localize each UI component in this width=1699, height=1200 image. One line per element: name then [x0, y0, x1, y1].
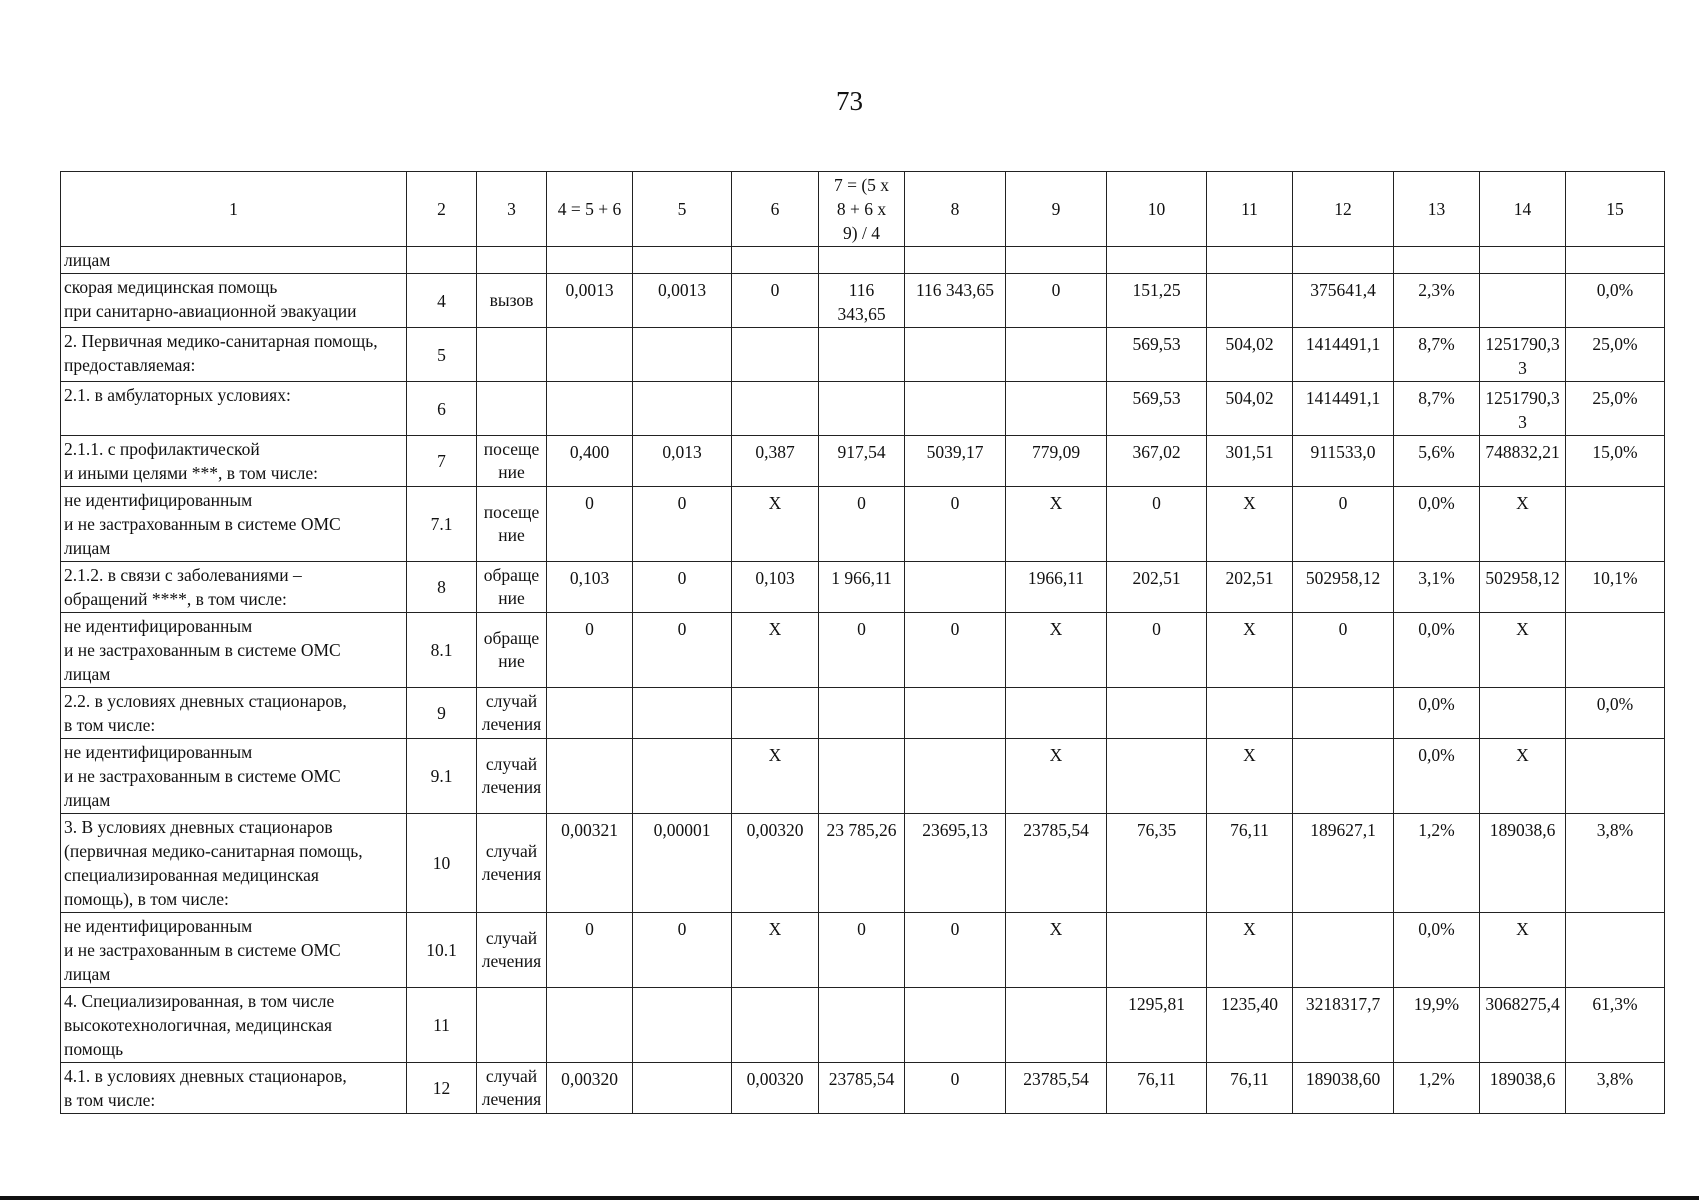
- value-cell-col-15: [1566, 913, 1665, 988]
- table-row: [61, 739, 1665, 814]
- value-cell-col-15: 3,8%: [1566, 814, 1665, 913]
- value-cell-col-9: [1006, 382, 1107, 436]
- page-number: 73: [836, 86, 863, 116]
- value-cell-col-7: 23785,54: [819, 1063, 905, 1114]
- value-cell-col-13: 8,7%: [1394, 328, 1480, 382]
- row-number: 8: [407, 562, 477, 613]
- row-number: 5: [407, 328, 477, 382]
- value-cell-col-10: 569,53: [1107, 328, 1207, 382]
- value-cell-col-13: 0,0%: [1394, 487, 1480, 562]
- unit-cell: посеще ние: [477, 487, 547, 562]
- row-label: 2.1.1. с профилактической и иными целями ***, в том числе:: [61, 436, 407, 487]
- value-cell-col-12: [1293, 688, 1394, 739]
- value-cell-col-15: 25,0%: [1566, 328, 1665, 382]
- value-cell-col-12: 1414491,1: [1293, 382, 1394, 436]
- column-header-12: 12: [1293, 172, 1394, 247]
- value-cell-col-13: 0,0%: [1394, 688, 1480, 739]
- value-cell-col-8: [905, 562, 1006, 613]
- value-cell-col-4: 0,103: [547, 562, 633, 613]
- column-header-8: 8: [905, 172, 1006, 247]
- value-cell-col-13: 0,0%: [1394, 613, 1480, 688]
- value-cell-col-15: 61,3%: [1566, 988, 1665, 1063]
- value-cell-col-15: [1566, 739, 1665, 814]
- value-cell-col-11: [1207, 274, 1293, 328]
- value-cell-col-6: [732, 688, 819, 739]
- value-cell-col-12: 0: [1293, 487, 1394, 562]
- value-cell-col-5: 0,00001: [633, 814, 732, 913]
- value-cell-col-15: 25,0%: [1566, 382, 1665, 436]
- value-cell-col-13: 0,0%: [1394, 913, 1480, 988]
- value-cell-col-10: 569,53: [1107, 382, 1207, 436]
- value-cell-col-4: 0,00321: [547, 814, 633, 913]
- value-cell-col-10: 0: [1107, 613, 1207, 688]
- value-cell-col-9: [1006, 988, 1107, 1063]
- value-cell-col-7: 0: [819, 487, 905, 562]
- row-label: 4.1. в условиях дневных стационаров, в том числе:: [61, 1063, 407, 1114]
- row-label: 3. В условиях дневных стационаров (первичная медико-санитарная помощь, специализированная медицинская помощь), в том числе:: [61, 814, 407, 913]
- value-cell-col-9: Х: [1006, 739, 1107, 814]
- value-cell-col-10: [1107, 739, 1207, 814]
- value-cell-col-11: Х: [1207, 739, 1293, 814]
- value-cell-col-15: 15,0%: [1566, 436, 1665, 487]
- value-cell-col-12: 189627,1: [1293, 814, 1394, 913]
- value-cell-col-10: [1107, 688, 1207, 739]
- value-cell-col-12: 3218317,7: [1293, 988, 1394, 1063]
- value-cell-col-4: [547, 739, 633, 814]
- value-cell-col-5: [633, 988, 732, 1063]
- value-cell-col-9: Х: [1006, 913, 1107, 988]
- value-cell-col-10: 202,51: [1107, 562, 1207, 613]
- value-cell-col-9: [1006, 328, 1107, 382]
- value-cell-col-8: [905, 688, 1006, 739]
- value-cell-col-7: [819, 988, 905, 1063]
- value-cell-col-12: [1293, 739, 1394, 814]
- value-cell-col-9: [1006, 247, 1107, 274]
- value-cell-col-14: 3068275,4: [1480, 988, 1566, 1063]
- value-cell-col-13: 3,1%: [1394, 562, 1480, 613]
- column-header-3: 3: [477, 172, 547, 247]
- table-row: [61, 688, 1665, 739]
- column-header-11: 11: [1207, 172, 1293, 247]
- row-label: 2.1.2. в связи с заболеваниями – обращений ****, в том числе:: [61, 562, 407, 613]
- value-cell-col-11: 1235,40: [1207, 988, 1293, 1063]
- unit-cell: вызов: [477, 274, 547, 328]
- value-cell-col-6: Х: [732, 487, 819, 562]
- value-cell-col-13: [1394, 247, 1480, 274]
- value-cell-col-15: 0,0%: [1566, 688, 1665, 739]
- row-number: 12: [407, 1063, 477, 1114]
- value-cell-col-6: [732, 328, 819, 382]
- column-header-7: 7 = (5 х 8 + 6 х 9) / 4: [819, 172, 905, 247]
- unit-cell: случай лечения: [477, 814, 547, 913]
- bottom-edge-line: [0, 1196, 1699, 1200]
- value-cell-col-5: 0,013: [633, 436, 732, 487]
- value-cell-col-13: 1,2%: [1394, 814, 1480, 913]
- row-number: 7.1: [407, 487, 477, 562]
- row-label: не идентифицированным и не застрахованным в системе ОМС лицам: [61, 739, 407, 814]
- value-cell-col-11: [1207, 247, 1293, 274]
- value-cell-col-10: 0: [1107, 487, 1207, 562]
- value-cell-col-6: Х: [732, 613, 819, 688]
- value-cell-col-12: 1414491,1: [1293, 328, 1394, 382]
- value-cell-col-11: Х: [1207, 613, 1293, 688]
- table-row: [61, 382, 1665, 436]
- value-cell-col-11: Х: [1207, 487, 1293, 562]
- value-cell-col-6: 0,387: [732, 436, 819, 487]
- row-number: 7: [407, 436, 477, 487]
- row-label: не идентифицированным и не застрахованным в системе ОМС лицам: [61, 613, 407, 688]
- unit-cell: обраще ние: [477, 562, 547, 613]
- value-cell-col-5: 0: [633, 913, 732, 988]
- value-cell-col-12: [1293, 913, 1394, 988]
- value-cell-col-11: 202,51: [1207, 562, 1293, 613]
- value-cell-col-14: Х: [1480, 739, 1566, 814]
- unit-cell: случай лечения: [477, 688, 547, 739]
- table-row: [61, 274, 1665, 328]
- value-cell-col-13: 0,0%: [1394, 739, 1480, 814]
- value-cell-col-10: 367,02: [1107, 436, 1207, 487]
- value-cell-col-11: [1207, 688, 1293, 739]
- value-cell-col-8: [905, 739, 1006, 814]
- value-cell-col-8: 0: [905, 913, 1006, 988]
- value-cell-col-6: 0,00320: [732, 814, 819, 913]
- value-cell-col-7: [819, 247, 905, 274]
- value-cell-col-4: 0: [547, 613, 633, 688]
- value-cell-col-6: 0,103: [732, 562, 819, 613]
- unit-cell: [477, 328, 547, 382]
- value-cell-col-14: Х: [1480, 613, 1566, 688]
- value-cell-col-12: [1293, 247, 1394, 274]
- value-cell-col-5: [633, 382, 732, 436]
- value-cell-col-15: [1566, 247, 1665, 274]
- row-label: 2.1. в амбулаторных условиях:: [61, 382, 407, 436]
- unit-cell: случай лечения: [477, 1063, 547, 1114]
- value-cell-col-13: 5,6%: [1394, 436, 1480, 487]
- header-row: [61, 172, 1665, 247]
- value-cell-col-8: 0: [905, 487, 1006, 562]
- value-cell-col-11: Х: [1207, 913, 1293, 988]
- value-cell-col-10: 76,11: [1107, 1063, 1207, 1114]
- value-cell-col-9: 0: [1006, 274, 1107, 328]
- unit-cell: [477, 247, 547, 274]
- value-cell-col-11: 504,02: [1207, 382, 1293, 436]
- value-cell-col-13: 19,9%: [1394, 988, 1480, 1063]
- value-cell-col-7: 1 966,11: [819, 562, 905, 613]
- value-cell-col-12: 375641,4: [1293, 274, 1394, 328]
- unit-cell: [477, 988, 547, 1063]
- row-number: [407, 247, 477, 274]
- table-row: [61, 436, 1665, 487]
- value-cell-col-9: [1006, 688, 1107, 739]
- table-row: [61, 562, 1665, 613]
- value-cell-col-7: 0: [819, 613, 905, 688]
- value-cell-col-7: 116 343,65: [819, 274, 905, 328]
- value-cell-col-9: Х: [1006, 613, 1107, 688]
- value-cell-col-10: 151,25: [1107, 274, 1207, 328]
- row-number: 10: [407, 814, 477, 913]
- value-cell-col-7: [819, 382, 905, 436]
- value-cell-col-10: [1107, 247, 1207, 274]
- row-label: лицам: [61, 247, 407, 274]
- column-header-9: 9: [1006, 172, 1107, 247]
- value-cell-col-7: [819, 328, 905, 382]
- table-row: [61, 613, 1665, 688]
- value-cell-col-6: Х: [732, 739, 819, 814]
- value-cell-col-13: 2,3%: [1394, 274, 1480, 328]
- table-row: [61, 487, 1665, 562]
- value-cell-col-6: 0,00320: [732, 1063, 819, 1114]
- value-cell-col-5: [633, 328, 732, 382]
- value-cell-col-4: [547, 382, 633, 436]
- value-cell-col-4: 0: [547, 487, 633, 562]
- column-header-13: 13: [1394, 172, 1480, 247]
- table-row: [61, 913, 1665, 988]
- row-number: 9: [407, 688, 477, 739]
- value-cell-col-8: [905, 382, 1006, 436]
- value-cell-col-5: 0: [633, 487, 732, 562]
- value-cell-col-7: [819, 739, 905, 814]
- value-cell-col-14: [1480, 247, 1566, 274]
- value-cell-col-14: [1480, 688, 1566, 739]
- row-label: не идентифицированным и не застрахованным в системе ОМС лицам: [61, 913, 407, 988]
- column-header-15: 15: [1566, 172, 1665, 247]
- column-header-2: 2: [407, 172, 477, 247]
- unit-cell: [477, 382, 547, 436]
- value-cell-col-6: [732, 247, 819, 274]
- value-cell-col-14: 189038,6: [1480, 814, 1566, 913]
- value-cell-col-7: [819, 688, 905, 739]
- value-cell-col-15: 3,8%: [1566, 1063, 1665, 1114]
- financing-table: [60, 171, 1665, 1114]
- value-cell-col-8: 116 343,65: [905, 274, 1006, 328]
- value-cell-col-8: 0: [905, 613, 1006, 688]
- value-cell-col-12: 0: [1293, 613, 1394, 688]
- value-cell-col-4: [547, 328, 633, 382]
- value-cell-col-5: [633, 247, 732, 274]
- value-cell-col-7: 917,54: [819, 436, 905, 487]
- value-cell-col-4: 0,00320: [547, 1063, 633, 1114]
- value-cell-col-13: 8,7%: [1394, 382, 1480, 436]
- column-header-4: 4 = 5 + 6: [547, 172, 633, 247]
- value-cell-col-11: 504,02: [1207, 328, 1293, 382]
- value-cell-col-5: 0: [633, 562, 732, 613]
- row-label: 2. Первичная медико-санитарная помощь, предоставляемая:: [61, 328, 407, 382]
- value-cell-col-10: 1295,81: [1107, 988, 1207, 1063]
- row-number: 6: [407, 382, 477, 436]
- value-cell-col-14: 748832,21: [1480, 436, 1566, 487]
- column-header-6: 6: [732, 172, 819, 247]
- value-cell-col-14: 1251790,3 3: [1480, 382, 1566, 436]
- value-cell-col-5: [633, 739, 732, 814]
- value-cell-col-12: 911533,0: [1293, 436, 1394, 487]
- table-row: [61, 988, 1665, 1063]
- column-header-10: 10: [1107, 172, 1207, 247]
- row-number: 9.1: [407, 739, 477, 814]
- unit-cell: обраще ние: [477, 613, 547, 688]
- row-label: 4. Специализированная, в том числе высокотехнологичная, медицинская помощь: [61, 988, 407, 1063]
- unit-cell: случай лечения: [477, 739, 547, 814]
- row-number: 4: [407, 274, 477, 328]
- unit-cell: посеще ние: [477, 436, 547, 487]
- value-cell-col-15: 10,1%: [1566, 562, 1665, 613]
- unit-cell: случай лечения: [477, 913, 547, 988]
- value-cell-col-15: 0,0%: [1566, 274, 1665, 328]
- value-cell-col-8: 23695,13: [905, 814, 1006, 913]
- row-number: 8.1: [407, 613, 477, 688]
- value-cell-col-11: 301,51: [1207, 436, 1293, 487]
- value-cell-col-11: 76,11: [1207, 1063, 1293, 1114]
- table-row: [61, 328, 1665, 382]
- table-row: [61, 1063, 1665, 1114]
- row-label: 2.2. в условиях дневных стационаров, в том числе:: [61, 688, 407, 739]
- value-cell-col-6: [732, 988, 819, 1063]
- value-cell-col-7: 0: [819, 913, 905, 988]
- value-cell-col-14: Х: [1480, 913, 1566, 988]
- value-cell-col-4: [547, 688, 633, 739]
- value-cell-col-8: [905, 988, 1006, 1063]
- value-cell-col-9: 779,09: [1006, 436, 1107, 487]
- value-cell-col-4: 0,400: [547, 436, 633, 487]
- value-cell-col-6: Х: [732, 913, 819, 988]
- value-cell-col-5: 0: [633, 613, 732, 688]
- value-cell-col-15: [1566, 487, 1665, 562]
- value-cell-col-5: 0,0013: [633, 274, 732, 328]
- value-cell-col-5: [633, 688, 732, 739]
- value-cell-col-15: [1566, 613, 1665, 688]
- value-cell-col-4: 0: [547, 913, 633, 988]
- value-cell-col-14: 1251790,3 3: [1480, 328, 1566, 382]
- table-row: [61, 814, 1665, 913]
- row-number: 10.1: [407, 913, 477, 988]
- value-cell-col-8: 5039,17: [905, 436, 1006, 487]
- value-cell-col-4: [547, 988, 633, 1063]
- value-cell-col-13: 1,2%: [1394, 1063, 1480, 1114]
- table-row: [61, 247, 1665, 274]
- value-cell-col-12: 189038,60: [1293, 1063, 1394, 1114]
- value-cell-col-14: [1480, 274, 1566, 328]
- table-body: [61, 172, 1665, 1114]
- value-cell-col-5: [633, 1063, 732, 1114]
- column-header-14: 14: [1480, 172, 1566, 247]
- value-cell-col-11: 76,11: [1207, 814, 1293, 913]
- value-cell-col-9: 23785,54: [1006, 1063, 1107, 1114]
- value-cell-col-9: 23785,54: [1006, 814, 1107, 913]
- value-cell-col-14: 189038,6: [1480, 1063, 1566, 1114]
- row-number: 11: [407, 988, 477, 1063]
- value-cell-col-8: [905, 247, 1006, 274]
- value-cell-col-14: Х: [1480, 487, 1566, 562]
- row-label: скорая медицинская помощь при санитарно-авиационной эвакуации: [61, 274, 407, 328]
- value-cell-col-10: [1107, 913, 1207, 988]
- value-cell-col-8: [905, 328, 1006, 382]
- value-cell-col-9: Х: [1006, 487, 1107, 562]
- value-cell-col-6: [732, 382, 819, 436]
- value-cell-col-8: 0: [905, 1063, 1006, 1114]
- column-header-1: 1: [61, 172, 407, 247]
- value-cell-col-10: 76,35: [1107, 814, 1207, 913]
- value-cell-col-6: 0: [732, 274, 819, 328]
- value-cell-col-4: 0,0013: [547, 274, 633, 328]
- value-cell-col-7: 23 785,26: [819, 814, 905, 913]
- value-cell-col-14: 502958,12: [1480, 562, 1566, 613]
- column-header-5: 5: [633, 172, 732, 247]
- value-cell-col-12: 502958,12: [1293, 562, 1394, 613]
- value-cell-col-4: [547, 247, 633, 274]
- value-cell-col-9: 1966,11: [1006, 562, 1107, 613]
- row-label: не идентифицированным и не застрахованным в системе ОМС лицам: [61, 487, 407, 562]
